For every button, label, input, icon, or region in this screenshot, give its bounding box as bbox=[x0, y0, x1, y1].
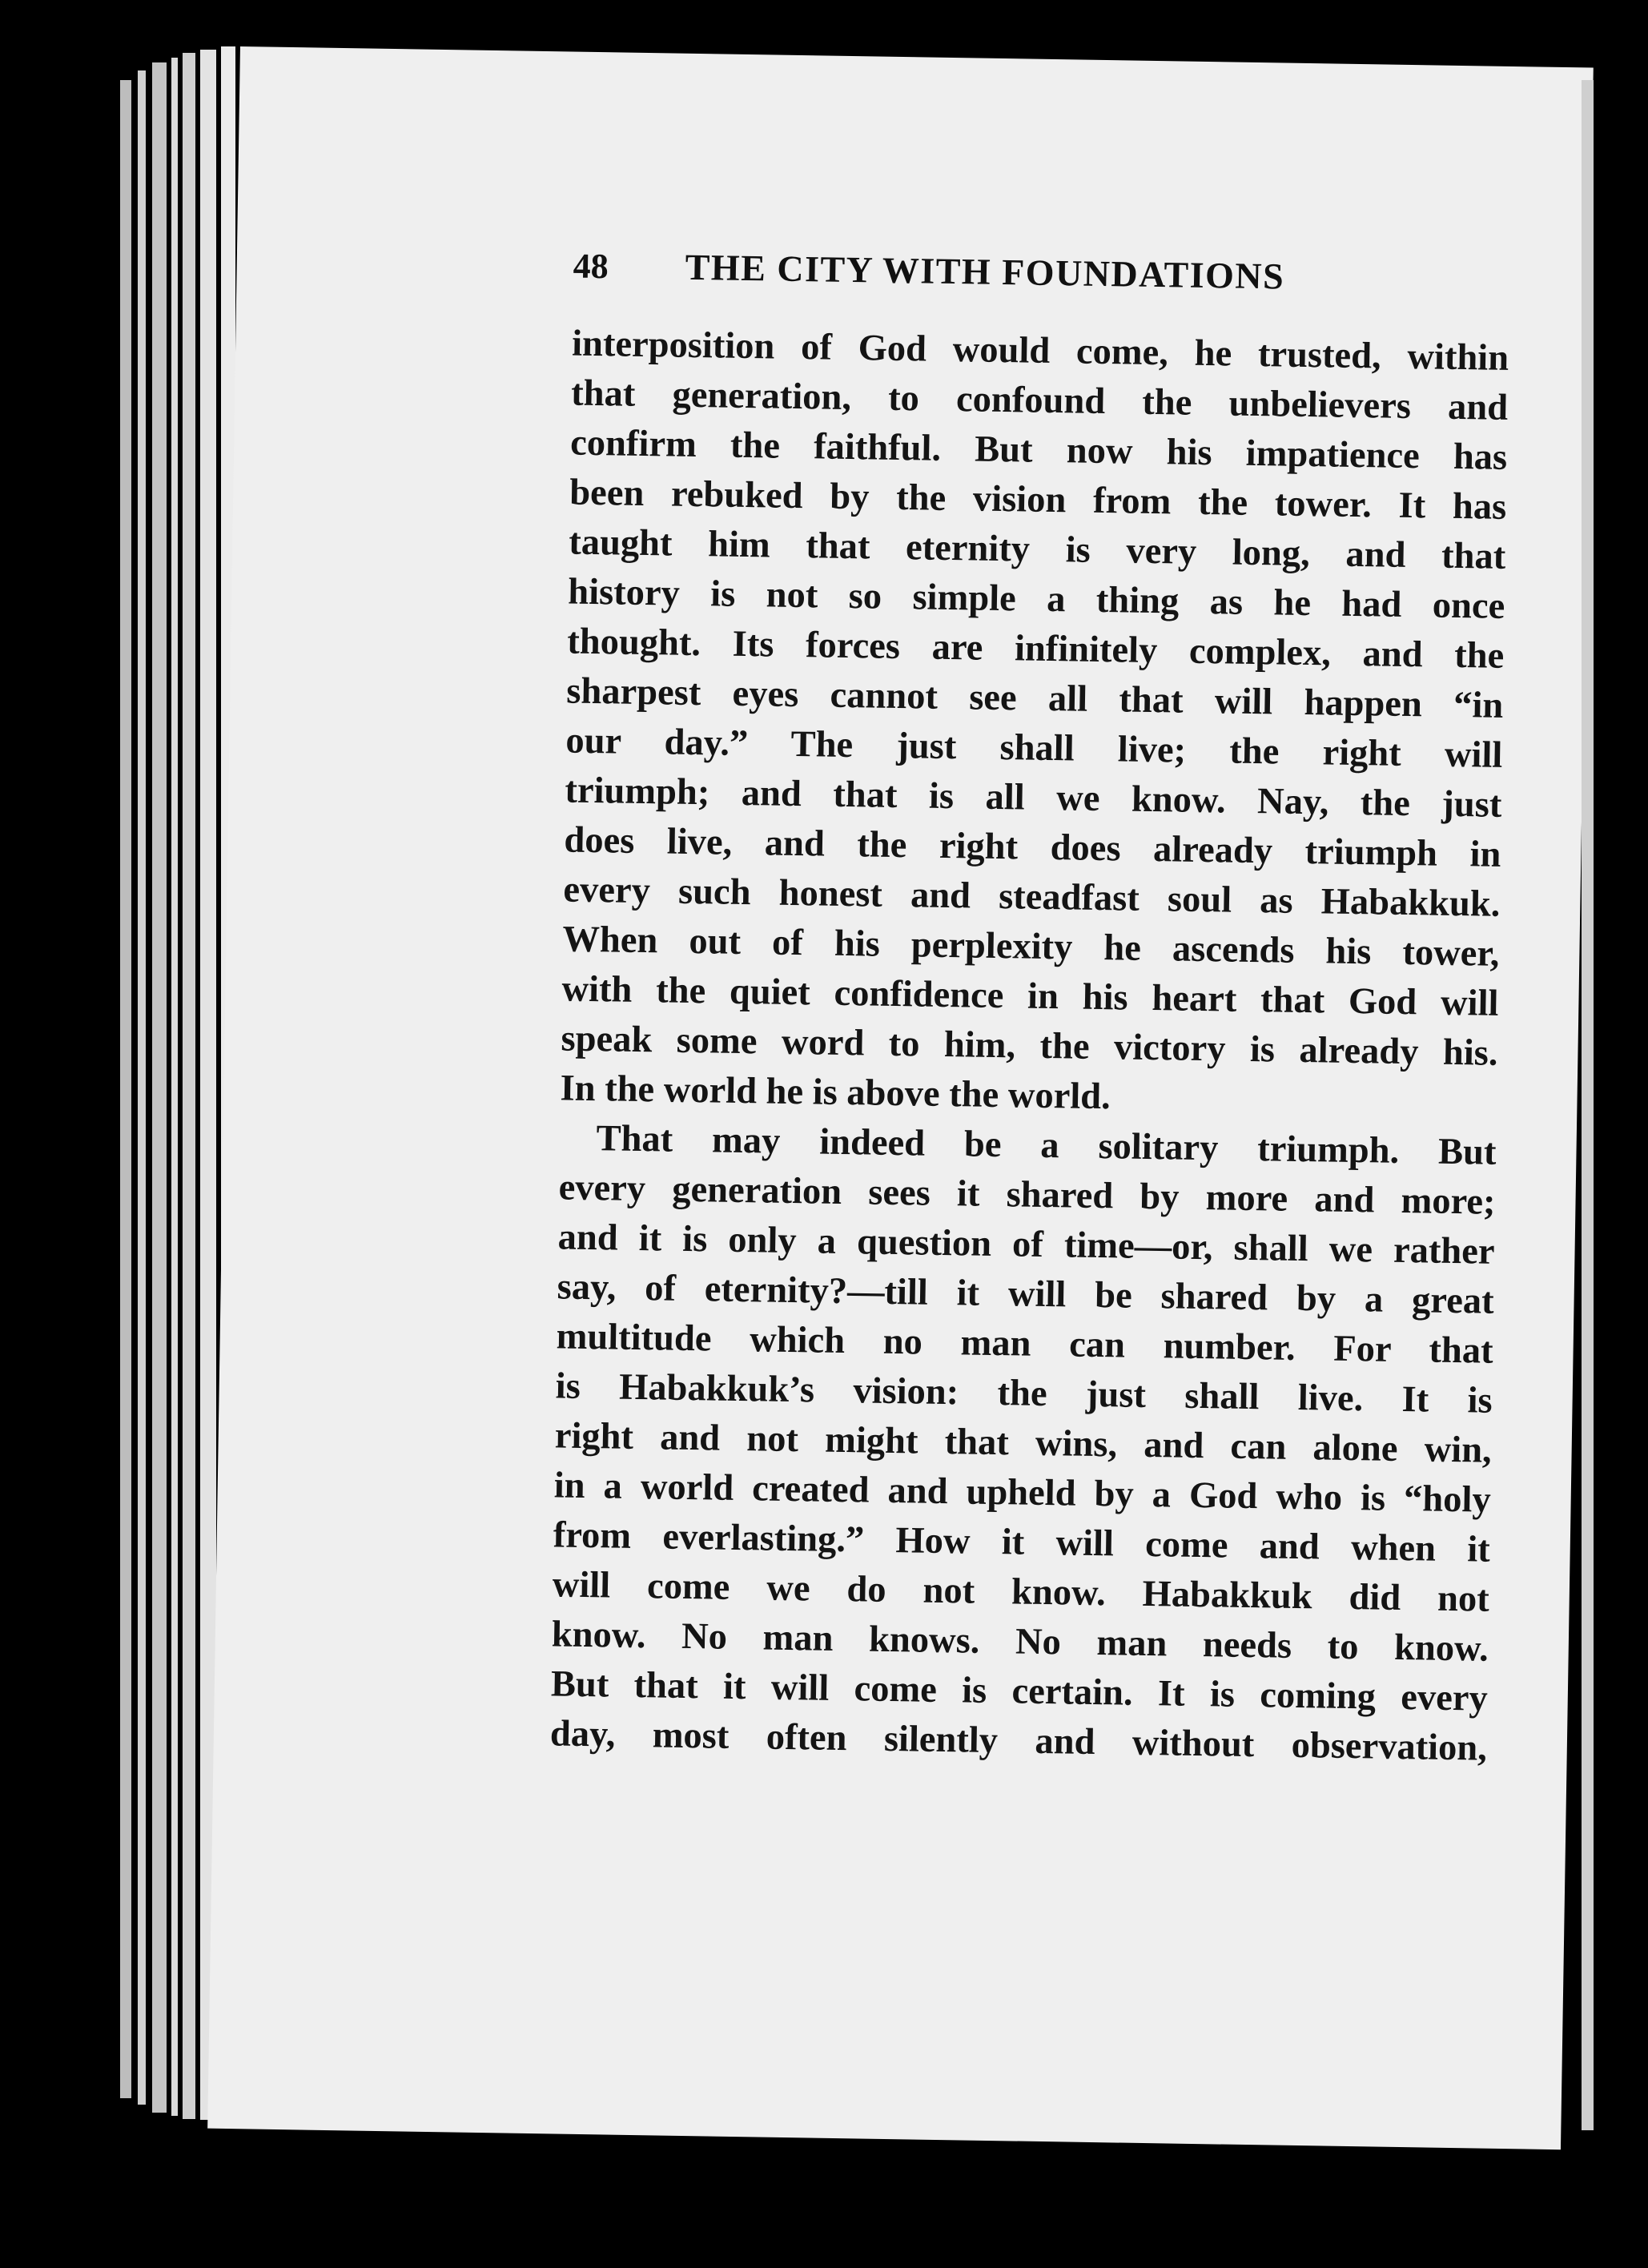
page-edge bbox=[138, 70, 146, 2105]
text-line: confirm the faithful. But now his impatience has bbox=[569, 422, 1508, 478]
page-edge bbox=[183, 53, 195, 2119]
text-line: is Habakkuk’s vision: the just shall live. It is bbox=[555, 1365, 1493, 1422]
page-content bbox=[549, 244, 1510, 1774]
text-line: triumph; and that is all we know. Nay, the just bbox=[565, 770, 1502, 826]
running-head bbox=[573, 244, 1510, 323]
text-line: and it is only a question of time—or, shall we rather bbox=[557, 1216, 1495, 1273]
text-line: every generation sees it shared by more and more; bbox=[558, 1167, 1496, 1223]
page-number: 48 bbox=[573, 246, 609, 287]
running-title: THE CITY WITH FOUNDATIONS bbox=[685, 246, 1285, 297]
text-line: from everlasting.” How it will come and when it bbox=[553, 1514, 1491, 1570]
text-line: that generation, to confound the unbelievers and bbox=[570, 372, 1509, 428]
paragraph-1 bbox=[560, 320, 1509, 1128]
text-line: right and not might that wins, and can alone win, bbox=[554, 1415, 1493, 1471]
page-edge bbox=[120, 80, 131, 2098]
text-line: say, of eternity?—till it will be shared by a great bbox=[557, 1266, 1494, 1322]
page-edge-shadow bbox=[1582, 80, 1594, 2130]
text-line: know. No man knows. No man needs to know. bbox=[551, 1614, 1489, 1670]
text-line: will come we do not know. Habakkuk did not bbox=[552, 1564, 1490, 1620]
text-line: That may indeed be a solitary triumph. But bbox=[596, 1118, 1497, 1173]
text-line: our day.” The just shall live; the right will bbox=[565, 720, 1503, 776]
text-line: taught him that eternity is very long, and that bbox=[568, 521, 1506, 577]
text-line: been rebuked by the vision from the tower. It has bbox=[569, 472, 1507, 528]
page-edge bbox=[152, 62, 167, 2113]
paragraph-2 bbox=[549, 1113, 1497, 1773]
text-line: does live, and the right does already triumph in bbox=[564, 819, 1501, 875]
text-line: thought. Its forces are infinitely complex, and the bbox=[566, 621, 1505, 677]
text-line: day, most often silently and without observation, bbox=[549, 1713, 1488, 1769]
scan-right-border bbox=[1594, 0, 1648, 2268]
text-line: When out of his perplexity he ascends his tower, bbox=[562, 919, 1500, 975]
text-line: with the quiet confidence in his heart that God will bbox=[561, 968, 1499, 1024]
text-line: But that it will come is certain. It is coming every bbox=[550, 1663, 1489, 1719]
book-page bbox=[207, 46, 1594, 2149]
text-line: speak some word to him, the victory is already his. bbox=[561, 1018, 1498, 1074]
text-line: history is not so simple a thing as he had once bbox=[567, 571, 1505, 627]
page-edge bbox=[171, 58, 178, 2116]
text-line: sharpest eyes cannot see all that will happen “in bbox=[566, 670, 1504, 726]
text-line: every such honest and steadfast soul as Habakkuk. bbox=[563, 869, 1501, 925]
text-line: In the world he is above the world. bbox=[560, 1068, 1111, 1118]
text-line: in a world created and upheld by a God who is “holy bbox=[553, 1465, 1492, 1521]
text-line: interposition of God would come, he trusted, within bbox=[571, 323, 1509, 379]
text-line: multitude which no man can number. For that bbox=[556, 1316, 1494, 1372]
